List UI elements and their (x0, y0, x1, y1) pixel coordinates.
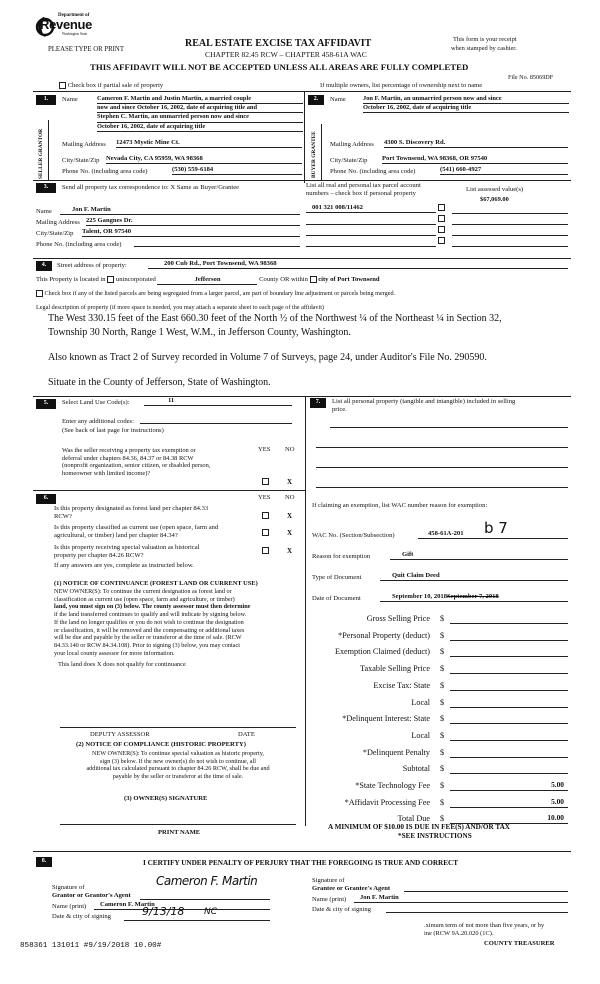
historic-question-line: property per chapter 84.26 RCW? (54, 551, 144, 559)
additional-codes-field[interactable] (140, 416, 292, 424)
land-use-code: 11 (144, 397, 292, 406)
wac-handwritten: b 7 (484, 519, 508, 537)
tax-row-value[interactable] (450, 714, 568, 724)
notice-line: sign (3) below. If the new owner(s) do not wish to continue, all (100, 757, 256, 765)
partial-sale-label: Check box if partial sale of property (67, 82, 164, 90)
personal-checkbox[interactable] (438, 226, 445, 234)
wac-label: WAC No. (Section/Subsection) (312, 532, 395, 539)
unincorporated-label: unincorporated (115, 276, 156, 284)
account-line (306, 228, 436, 236)
buyer-phone: (541) 660-4927 (440, 166, 568, 175)
grantor-signature: Cameron F. Martin (156, 874, 258, 888)
doc-date-label: Date of Document (312, 595, 361, 602)
doc-date: September 10, 2018 (392, 593, 448, 600)
assessed-line (452, 217, 568, 225)
section-6-number: 6. (36, 494, 56, 504)
exempt-question-line: Was the seller receiving a property tax exemption or (62, 447, 196, 454)
land-use-label: Select Land Use Code(s): (62, 399, 130, 406)
historic-question (54, 544, 200, 559)
exemption-claim-label: If claiming an exemption, list WAC number reason for exemption: (312, 502, 488, 509)
assessed-header: List assessed value(s) (466, 186, 524, 193)
assessed-line (452, 239, 568, 247)
notice-line: If the land no longer qualifies or you do not wish to continue the designation (54, 618, 244, 626)
seller-grantor-label: SELLER GRANTOR (38, 128, 44, 180)
tax-row-label: Exemption Claimed (deduct) (334, 647, 430, 656)
segregated-row (36, 290, 395, 297)
doc-date-struck: September 7, 2018 (447, 593, 499, 600)
section-4-number: 4. (36, 261, 52, 271)
tax-row-value[interactable] (450, 698, 568, 708)
notice-line: additional tax calculated pursuant to chapter 84.26 RCW, shall be due and (86, 765, 270, 773)
assessed-line (452, 228, 568, 236)
unincorporated-checkbox[interactable] (107, 276, 114, 283)
legal-description-1: The West 330.15 feet of the East 660.30 feet of the North ½ of the Northwest ¼ of the Northeast ¼ in Section 32, (48, 313, 502, 324)
seller-name-line: Stephen C. Martin, an unmarried person now and since (97, 113, 303, 122)
exempt-no-mark: X (287, 478, 293, 486)
tax-row-label: Total Due (397, 814, 430, 823)
corr-phone-label: Phone No. (including area code) (36, 241, 122, 248)
notice-continuance-text (54, 588, 302, 657)
grantor-city: NC (204, 907, 218, 917)
additional-codes-2: (See back of last page for instructions) (62, 427, 164, 434)
exempt-question (62, 447, 210, 477)
legal-description-2: Township 30 North, Range 1 West, W.M., in Jefferson County, Washington. (48, 327, 351, 338)
corr-mailing-label: Mailing Address (36, 219, 80, 226)
notice-line: 84.33.140 or RCW 84.34.108). Prior to signing (3) below, you may contact (54, 641, 240, 649)
county-suffix: County OR within (259, 276, 308, 284)
located-prefix: This Property is located in (36, 276, 106, 284)
tax-row-dollar: $ (440, 681, 445, 690)
doc-date-field (380, 593, 568, 602)
notice-line: your local county assessor for more information. (54, 649, 175, 657)
current-use-yes-checkbox[interactable] (262, 529, 269, 537)
date-label: DATE (238, 731, 255, 738)
personal-checkbox[interactable] (438, 204, 445, 212)
tax-row-value[interactable]: 5.00 (450, 798, 568, 808)
logo-name: Revenue (40, 17, 93, 32)
tax-row-label: Subtotal (402, 764, 430, 773)
forest-question-line: RCW? (54, 512, 72, 520)
tax-row-dollar: $ (440, 798, 445, 807)
tax-row-value[interactable]: 5.00 (450, 781, 568, 791)
minimum-note-2: *SEE INSTRUCTIONS (398, 832, 472, 840)
assessed-line (452, 206, 568, 214)
tax-row-dollar: $ (440, 664, 445, 673)
corr-city-label: City/State/Zip (36, 230, 74, 237)
corr-name-label: Name (36, 208, 52, 215)
tax-row-value[interactable] (450, 731, 568, 741)
seller-name-line: now and since October 16, 2002, date of acquiring title and (97, 104, 303, 113)
tax-row-value[interactable]: 10.00 (450, 814, 568, 824)
buyer-city: Port Townsend, WA 98368, OR 97540 (382, 155, 568, 164)
exempt-yes-header: YES (258, 446, 271, 453)
tax-row-label: Excise Tax: State (373, 681, 430, 690)
street-label: Street address of property: (57, 262, 127, 269)
notice-line: NEW OWNER(S): To continue special valuation as historic property, (92, 750, 264, 757)
accounts-header-2: numbers – check box if personal property (306, 190, 416, 197)
personal-property-line[interactable] (316, 480, 568, 488)
current-use-question (54, 524, 218, 539)
tax-row-label: Local (411, 731, 430, 740)
partial-sale-checkbox[interactable] (59, 82, 66, 89)
perjury-note-1: .ximum term of not more than five years, or by (424, 922, 545, 929)
grantor-sig-label-2: Grantor or Grantor's Agent (52, 892, 131, 899)
seller-phone-label: Phone No. (including area code) (62, 168, 148, 175)
historic-yes-checkbox[interactable] (262, 547, 269, 555)
reason-label: Reason for exemption (312, 553, 371, 560)
notice-line: payable by the seller or transferor at the time of sale. (112, 772, 244, 780)
tax-row-label: *Personal Property (deduct) (338, 631, 430, 640)
exempt-question-line: deferral under chapters 84.36, 84.37 or 84.38 RCW (62, 454, 194, 462)
corr-mailing: 225 Gangnes Dr. (86, 217, 300, 226)
tax-row-dollar: $ (440, 647, 445, 656)
seller-name-label: Name (62, 96, 78, 103)
current-use-question-line: Is this property classified as current use (open space, farm and (54, 524, 219, 531)
seller-mailing: 12473 Mystic Mine Ct. (116, 139, 302, 148)
forest-question-line: Is this property designated as forest land per chapter 84.33 (54, 505, 209, 512)
legal-label: Legal description of property (if more space is needed, you may attach a separate sheet to each page of the affidavit) (36, 304, 324, 311)
seller-name-block (97, 95, 303, 132)
current-use-question-line: agricultural, or timber) land per chapter 84.34? (54, 531, 178, 539)
land-qualify: This land does X does not qualify for continuance (58, 661, 186, 668)
assessed-value: $67,069.00 (480, 196, 509, 203)
tax-row-label: *Affidavit Processing Fee (344, 798, 430, 807)
notice-line: NEW OWNER(S): To continue the current designation as forest land or (54, 588, 232, 595)
county-treasurer: COUNTY TREASURER (484, 940, 555, 947)
account-line (306, 217, 436, 225)
account-number: 001 321 008/11462 (306, 204, 436, 213)
tax-row-dollar: $ (440, 748, 445, 757)
partial-sale-row (59, 82, 163, 90)
print-name-label: PRINT NAME (158, 829, 201, 836)
correspondence: Send all property tax correspondence to: X Same as Buyer/Grantee (62, 184, 240, 191)
section-2-number: 2. (308, 95, 324, 105)
any-yes-note: If any answers are yes, complete as instructed below. (54, 562, 194, 569)
grantee-sig-label-1: Signature of (312, 877, 345, 884)
historic-question-line: Is this property receiving special valuation as historical (54, 544, 200, 551)
receipt-stamp: 858361 131011 #9/19/2018 10.00# (20, 942, 162, 950)
doc-type: Quit Claim Deed (380, 572, 568, 581)
segregated-checkbox[interactable] (36, 290, 43, 297)
corr-phone-field[interactable] (134, 239, 300, 247)
notice-compliance-title: (2) NOTICE OF COMPLIANCE (HISTORIC PROPERTY) (76, 741, 246, 748)
forest-question (54, 505, 208, 520)
buyer-phone-label: Phone No. (including area code) (330, 168, 416, 175)
notice-line: if the land transferred continues to qualify and will indicate by signing below. (54, 611, 247, 619)
notice-line: or classification, it will be removed and the compensating or additional taxes (54, 626, 245, 634)
grantee-signature-line[interactable] (404, 883, 568, 892)
buyer-mailing-label: Mailing Address (330, 141, 374, 148)
legal-description-4: Situate in the County of Jefferson, State of Washington. (48, 377, 271, 388)
form-title: REAL ESTATE EXCISE TAX AFFIDAVIT (185, 38, 372, 49)
tax-row-label: Taxable Selling Price (360, 664, 430, 673)
deputy-assessor-label: DEPUTY ASSESSOR (90, 731, 150, 738)
tax-row-label: *State Technology Fee (355, 781, 430, 790)
form-subtitle: CHAPTER 82.45 RCW – CHAPTER 458-61A WAC (205, 50, 367, 59)
receipt-note-1: This form is your receipt (453, 36, 517, 43)
sec6-yes-header: YES (258, 494, 271, 501)
historic-no-mark: X (287, 547, 293, 555)
notice-compliance-text (58, 750, 298, 780)
grantee-name-label: Name (print) (312, 896, 347, 903)
notice-continuance-title: (1) NOTICE OF CONTINUANCE (FOREST LAND OR CURRENT USE) (54, 580, 258, 587)
city-checkbox[interactable] (310, 276, 317, 283)
tax-row-label: *Delinquent Interest: State (342, 714, 430, 723)
buyer-city-label: City/State/Zip (330, 157, 368, 164)
seller-name-line: October 16, 2002, date of acquiring title (97, 123, 303, 132)
personal-property-line[interactable] (316, 460, 568, 468)
corr-name: Jon F. Martin (60, 206, 300, 215)
tax-row-dollar: $ (440, 631, 445, 640)
wac-number: 458-61A-201 (418, 530, 568, 539)
grantor-date-label: Date & city of signing (52, 913, 111, 920)
personal-property-label-1: List all personal property (tangible and intangible) included in selling (332, 398, 516, 405)
reason-for-exemption: Gift (390, 551, 568, 560)
tax-row-dollar: $ (440, 698, 445, 707)
section-3-number: 3. (36, 183, 56, 193)
tax-row-value[interactable] (450, 614, 568, 624)
personal-property-line[interactable] (330, 420, 568, 428)
notice-line: will be due and payable by the seller or transferor at the time of sale. (RCW (54, 634, 242, 642)
buyer-name-block (363, 95, 569, 113)
current-use-no-mark: X (287, 529, 293, 537)
grantor-sig-label-1: Signature of (52, 884, 85, 891)
tax-row-value[interactable] (450, 681, 568, 691)
additional-codes-1: Enter any additional codes: (62, 418, 134, 425)
file-no: File No. 85069DF (508, 74, 554, 81)
buyer-name-label: Name (330, 96, 346, 103)
tax-row-value[interactable] (450, 764, 568, 774)
doc-type-label: Type of Document (312, 574, 362, 581)
grantor-signature-line[interactable] (140, 890, 270, 900)
buyer-grantee-label: BUYER GRANTEE (311, 131, 317, 179)
tax-row-dollar: $ (440, 714, 445, 723)
seller-city-label: City/State/Zip (62, 157, 100, 164)
tax-row-dollar: $ (440, 731, 445, 740)
certify-statement: I CERTIFY UNDER PENALTY OF PERJURY THAT THE FOREGOING IS TRUE AND CORRECT (143, 859, 458, 867)
notice-line: classification as current use (open space, farm and agriculture, or timber) (54, 595, 235, 603)
exempt-question-line: (nonprofit organization, senior citizen, or disabled person, (62, 462, 211, 470)
multiple-owners-note: If multiple owners, list percentage of ownership next to name (320, 82, 483, 89)
account-line (306, 239, 436, 247)
form-warning: THIS AFFIDAVIT WILL NOT BE ACCEPTED UNLESS ALL AREAS ARE FULLY COMPLETED (90, 62, 469, 72)
buyer-name-line: Jon F. Martin, an unmarried person now and since (363, 95, 569, 104)
grantor-date: 9/13/18 (142, 905, 185, 918)
grantee-date-label: Date & city of signing (312, 906, 371, 913)
exempt-no-header: NO (285, 446, 295, 453)
logo-dept: Department of (58, 13, 90, 18)
owner-signature-label: (3) OWNER(S) SIGNATURE (124, 795, 208, 802)
please-type: PLEASE TYPE OR PRINT (48, 46, 124, 53)
grantee-name: Jon F. Martin (354, 894, 568, 903)
tax-row-label: Local (411, 698, 430, 707)
forest-no-mark: X (287, 512, 293, 520)
city-of: city of Port Townsend (318, 276, 380, 284)
legal-description-3: Also known as Tract 2 of Survey recorded in Volume 7 of Surveys, page 24, under Auditor's File No. 290590. (48, 352, 487, 363)
tax-row-value[interactable] (450, 647, 568, 657)
county-name: Jefferson (157, 276, 257, 285)
tax-row-dollar: $ (440, 614, 445, 623)
segregated-label: Check box if any of the listed parcels are being segregated from a larger parcel, are part of boundary line adjustment or parcels being merged. (44, 290, 396, 297)
tax-row-dollar: $ (440, 764, 445, 773)
section-8-number: 8. (36, 857, 52, 867)
seller-phone: (530) 559-6184 (172, 166, 302, 175)
seller-city: Nevada City, CA 95959, WA 98368 (106, 155, 302, 164)
property-location-row (36, 276, 380, 285)
perjury-note-2: ine (RCW 9A.20.020 (1C). (424, 930, 494, 937)
corr-city: Talent, OR 97540 (82, 228, 300, 237)
section-1-number: 1. (36, 95, 56, 105)
tax-row-label: Gross Selling Price (366, 614, 430, 623)
sec6-no-header: NO (285, 494, 295, 501)
buyer-name-line: October 16, 2002, date of acquiring title (363, 104, 569, 113)
exempt-yes-checkbox[interactable] (262, 478, 269, 486)
section-5-number: 5. (36, 399, 56, 409)
buyer-mailing: 4300 S. Discovery Rd. (384, 139, 568, 148)
seller-name-line: Cameron F. Martin and Justin Martin, a married couple (97, 95, 303, 104)
personal-property-line[interactable] (316, 440, 568, 448)
tax-row-dollar: $ (440, 814, 445, 823)
accounts-header-1: List all real and personal tax parcel account (306, 182, 421, 189)
receipt-note-2: when stamped by cashier. (451, 45, 517, 52)
tax-row-label: *Delinquent Penalty (362, 748, 430, 757)
personal-property-label-2: price. (332, 406, 347, 413)
seller-mailing-label: Mailing Address (62, 141, 106, 148)
tax-row-value[interactable] (450, 664, 568, 674)
personal-checkbox[interactable] (438, 237, 445, 245)
tax-row-dollar: $ (440, 781, 445, 790)
exempt-question-line: homeowner with limited income)? (62, 469, 151, 477)
property-street: 200 Cub Rd., Port Townsend, WA 98368 (148, 260, 568, 269)
grantee-date-line[interactable] (386, 904, 568, 913)
grantor-name-label: Name (print) (52, 903, 87, 910)
logo-state: Washington State (62, 32, 88, 36)
forest-yes-checkbox[interactable] (262, 512, 269, 520)
grantor-name: Cameron F. Martin (94, 901, 270, 910)
tax-row-value[interactable] (450, 748, 568, 758)
minimum-note-1: A MINIMUM OF $10.00 IS DUE IN FEE(S) AND/OR TAX (328, 823, 510, 831)
notice-line: land, you must sign on (3) below. The county assessor must then determine (54, 603, 251, 611)
tax-row-value[interactable] (450, 631, 568, 641)
section-7-number: 7. (310, 398, 326, 408)
personal-checkbox[interactable] (438, 215, 445, 223)
grantee-sig-label-2: Grantee or Grantee's Agent (312, 885, 391, 892)
